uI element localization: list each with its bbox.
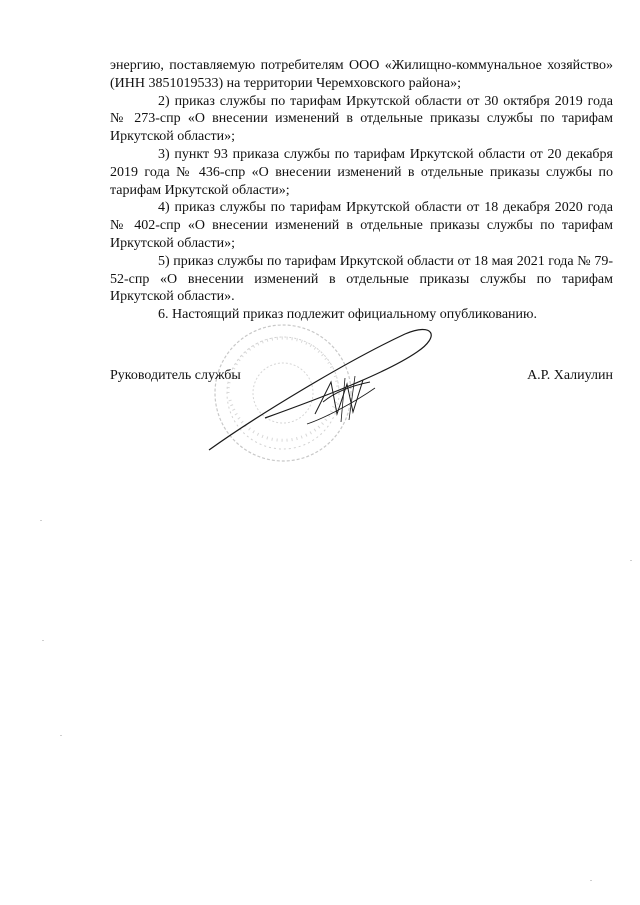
paragraph-item-2: 2) приказ службы по тарифам Иркутской области от 30 октября 2019 года № 273-спр «О внесении изменений в отдельные приказы службы по тарифам Иркутской области»; bbox=[110, 93, 613, 145]
paragraph-item-5: 5) приказ службы по тарифам Иркутской области от 18 мая 2021 года № 79-52-спр «О внесении изменений в отдельные приказы службы по тарифам Иркутской области». bbox=[110, 253, 613, 305]
scan-speck bbox=[42, 640, 44, 641]
signatory-title: Руководитель службы bbox=[110, 368, 241, 383]
paragraph-item-4: 4) приказ службы по тарифам Иркутской области от 18 декабря 2020 года № 402-спр «О внесении изменений в отдельные приказы службы по тарифам Иркутской области»; bbox=[110, 200, 613, 251]
document-body bbox=[110, 57, 613, 324]
signatory-name: А.Р. Халиулин bbox=[527, 368, 613, 383]
scan-speck bbox=[60, 735, 62, 736]
paragraph-continuation: энергию, поставляемую потребителям ООО «Жилищно-коммунальное хозяйство» (ИНН 3851019533) на территории Черемховского района»; bbox=[110, 58, 613, 91]
scan-speck bbox=[630, 560, 632, 561]
scan-speck bbox=[590, 880, 592, 881]
paragraph-item-6: 6. Настоящий приказ подлежит официальному опубликованию. bbox=[158, 307, 537, 323]
scan-speck bbox=[40, 520, 42, 521]
paragraph-item-3: 3) пункт 93 приказа службы по тарифам Иркутской области от 20 декабря 2019 года № 436-спр «О внесении изменений в отдельные приказы службы по тарифам Иркутской области»; bbox=[110, 146, 613, 198]
handwritten-signature bbox=[195, 322, 445, 462]
